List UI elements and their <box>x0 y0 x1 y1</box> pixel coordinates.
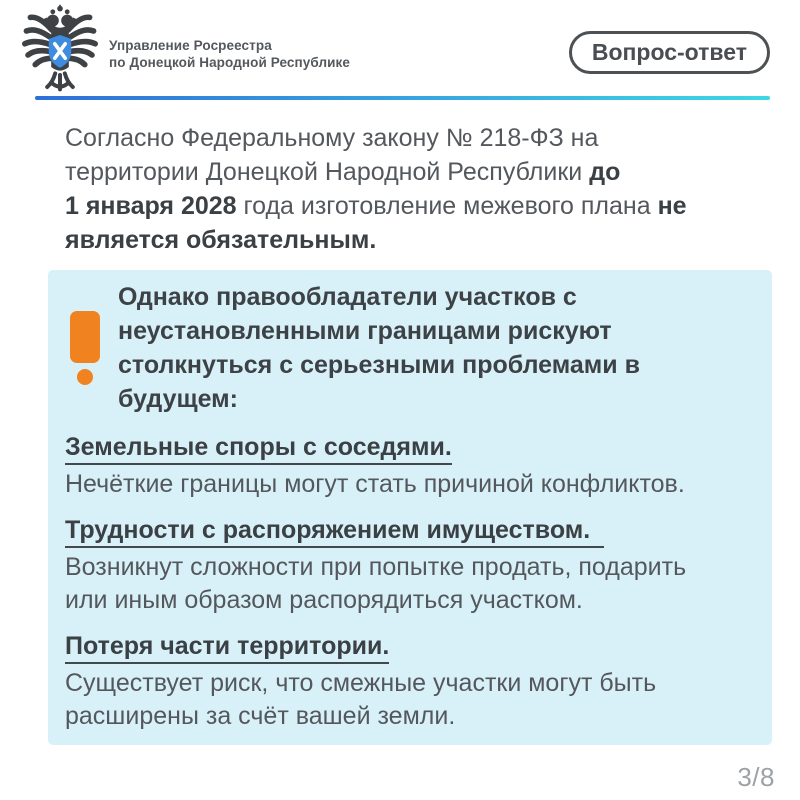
org-name <box>109 37 350 71</box>
risk-item-land-disputes: Земельные споры с соседями. Нечёткие границы могут стать причиной конфликтов. <box>65 433 685 498</box>
warning-header <box>65 280 752 416</box>
law-paragraph-line2: территории Донецкой Народной Республики до <box>65 158 621 186</box>
exclamation-icon <box>65 311 105 385</box>
risk-title: Трудности с распоряжением имуществом. <box>65 515 604 548</box>
warning-intro: Однако правообладатели участков с неустановленными границами рискуют столкнуться с серьезными проблемами в будущем: <box>118 283 640 413</box>
question-answer-badge: Вопрос-ответ <box>569 31 770 74</box>
gradient-divider <box>35 96 770 100</box>
org-name-line1: Управление Росреестра <box>109 37 272 53</box>
law-paragraph-line3: 1 января 2028 года изготовление межевого плана не <box>65 192 687 220</box>
risk-title: Потеря части территории. <box>65 631 389 664</box>
double-headed-eagle-icon <box>20 4 100 103</box>
risk-list <box>65 432 752 733</box>
risk-item-territory-loss: Потеря части территории. Существует риск, что смежные участки могут быть расширены за счёт вашей земли. <box>65 632 657 730</box>
org-name-line2: по Донецкой Народной Республике <box>109 54 351 70</box>
page-indicator: 3/8 <box>737 762 775 792</box>
brand-header <box>20 4 350 103</box>
warning-panel <box>48 270 772 745</box>
risk-title: Земельные споры с соседями. <box>65 432 452 465</box>
law-paragraph <box>65 121 765 257</box>
risk-item-property-disposal: Трудности с распоряжением имуществом. Возникнут сложности при попытке продать, подарить или иным образом распорядиться участком. <box>65 516 687 614</box>
law-paragraph-line4: является обязательным. <box>65 226 377 254</box>
law-paragraph-line1: Согласно Федеральному закону № 218-ФЗ на <box>65 124 599 152</box>
